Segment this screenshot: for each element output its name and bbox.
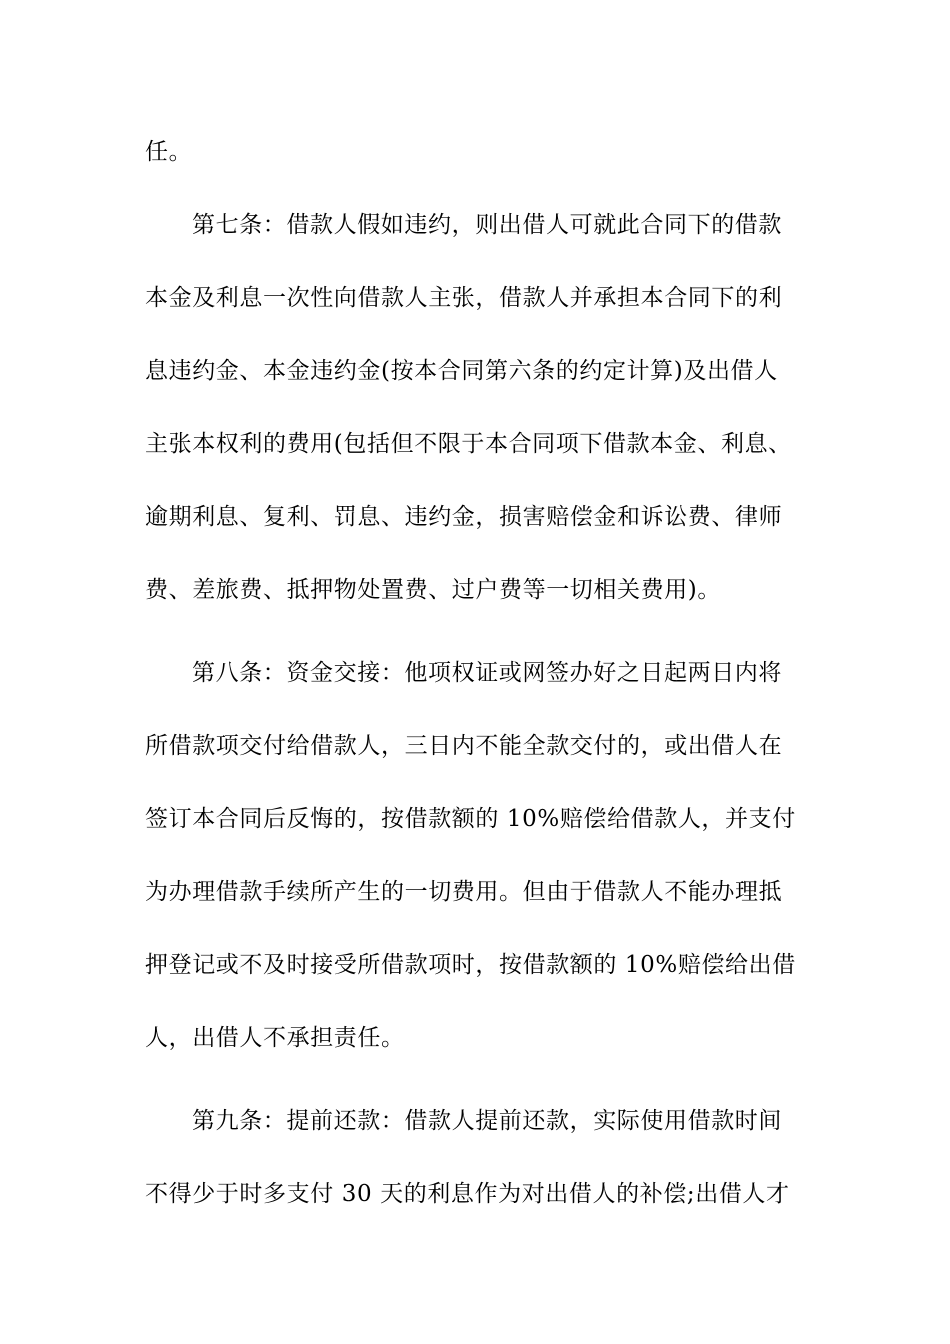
paragraph-line: 逾期利息、复利、罚息、违约金，损害赔偿金和诉讼费、律师 — [145, 504, 783, 530]
paragraph-line: 费、差旅费、抵押物处置费、过户费等一切相关费用)。 — [145, 577, 721, 603]
paragraph-line: 本金及利息一次性向借款人主张，借款人并承担本合同下的利 — [145, 285, 783, 311]
paragraph-line: 任。 — [145, 139, 193, 165]
paragraph-line: 不得少于时多支付 30 天的利息作为对出借人的补偿;出借人才 — [145, 1181, 790, 1207]
paragraph-line: 押登记或不及时接受所借款项时，按借款额的 10%赔偿给出借 — [145, 952, 796, 978]
paragraph-line: 人，出借人不承担责任。 — [145, 1025, 405, 1051]
paragraph-line: 主张本权利的费用(包括但不限于本合同项下借款本金、利息、 — [145, 431, 792, 457]
article-7-heading-line: 第七条：借款人假如违约，则出借人可就此合同下的借款 — [192, 212, 782, 238]
article-9-heading-line: 第九条：提前还款：借款人提前还款，实际使用借款时间 — [192, 1108, 782, 1134]
article-8-heading-line: 第八条：资金交接：他项权证或网签办好之日起两日内将 — [192, 660, 782, 686]
paragraph-line: 签订本合同后反悔的，按借款额的 10%赔偿给借款人，并支付 — [145, 806, 796, 832]
paragraph-line: 为办理借款手续所产生的一切费用。但由于借款人不能办理抵 — [145, 879, 783, 905]
paragraph-line: 息违约金、本金违约金(按本合同第六条的约定计算)及出借人 — [145, 358, 778, 384]
paragraph-line: 所借款项交付给借款人，三日内不能全款交付的，或出借人在 — [145, 733, 783, 759]
